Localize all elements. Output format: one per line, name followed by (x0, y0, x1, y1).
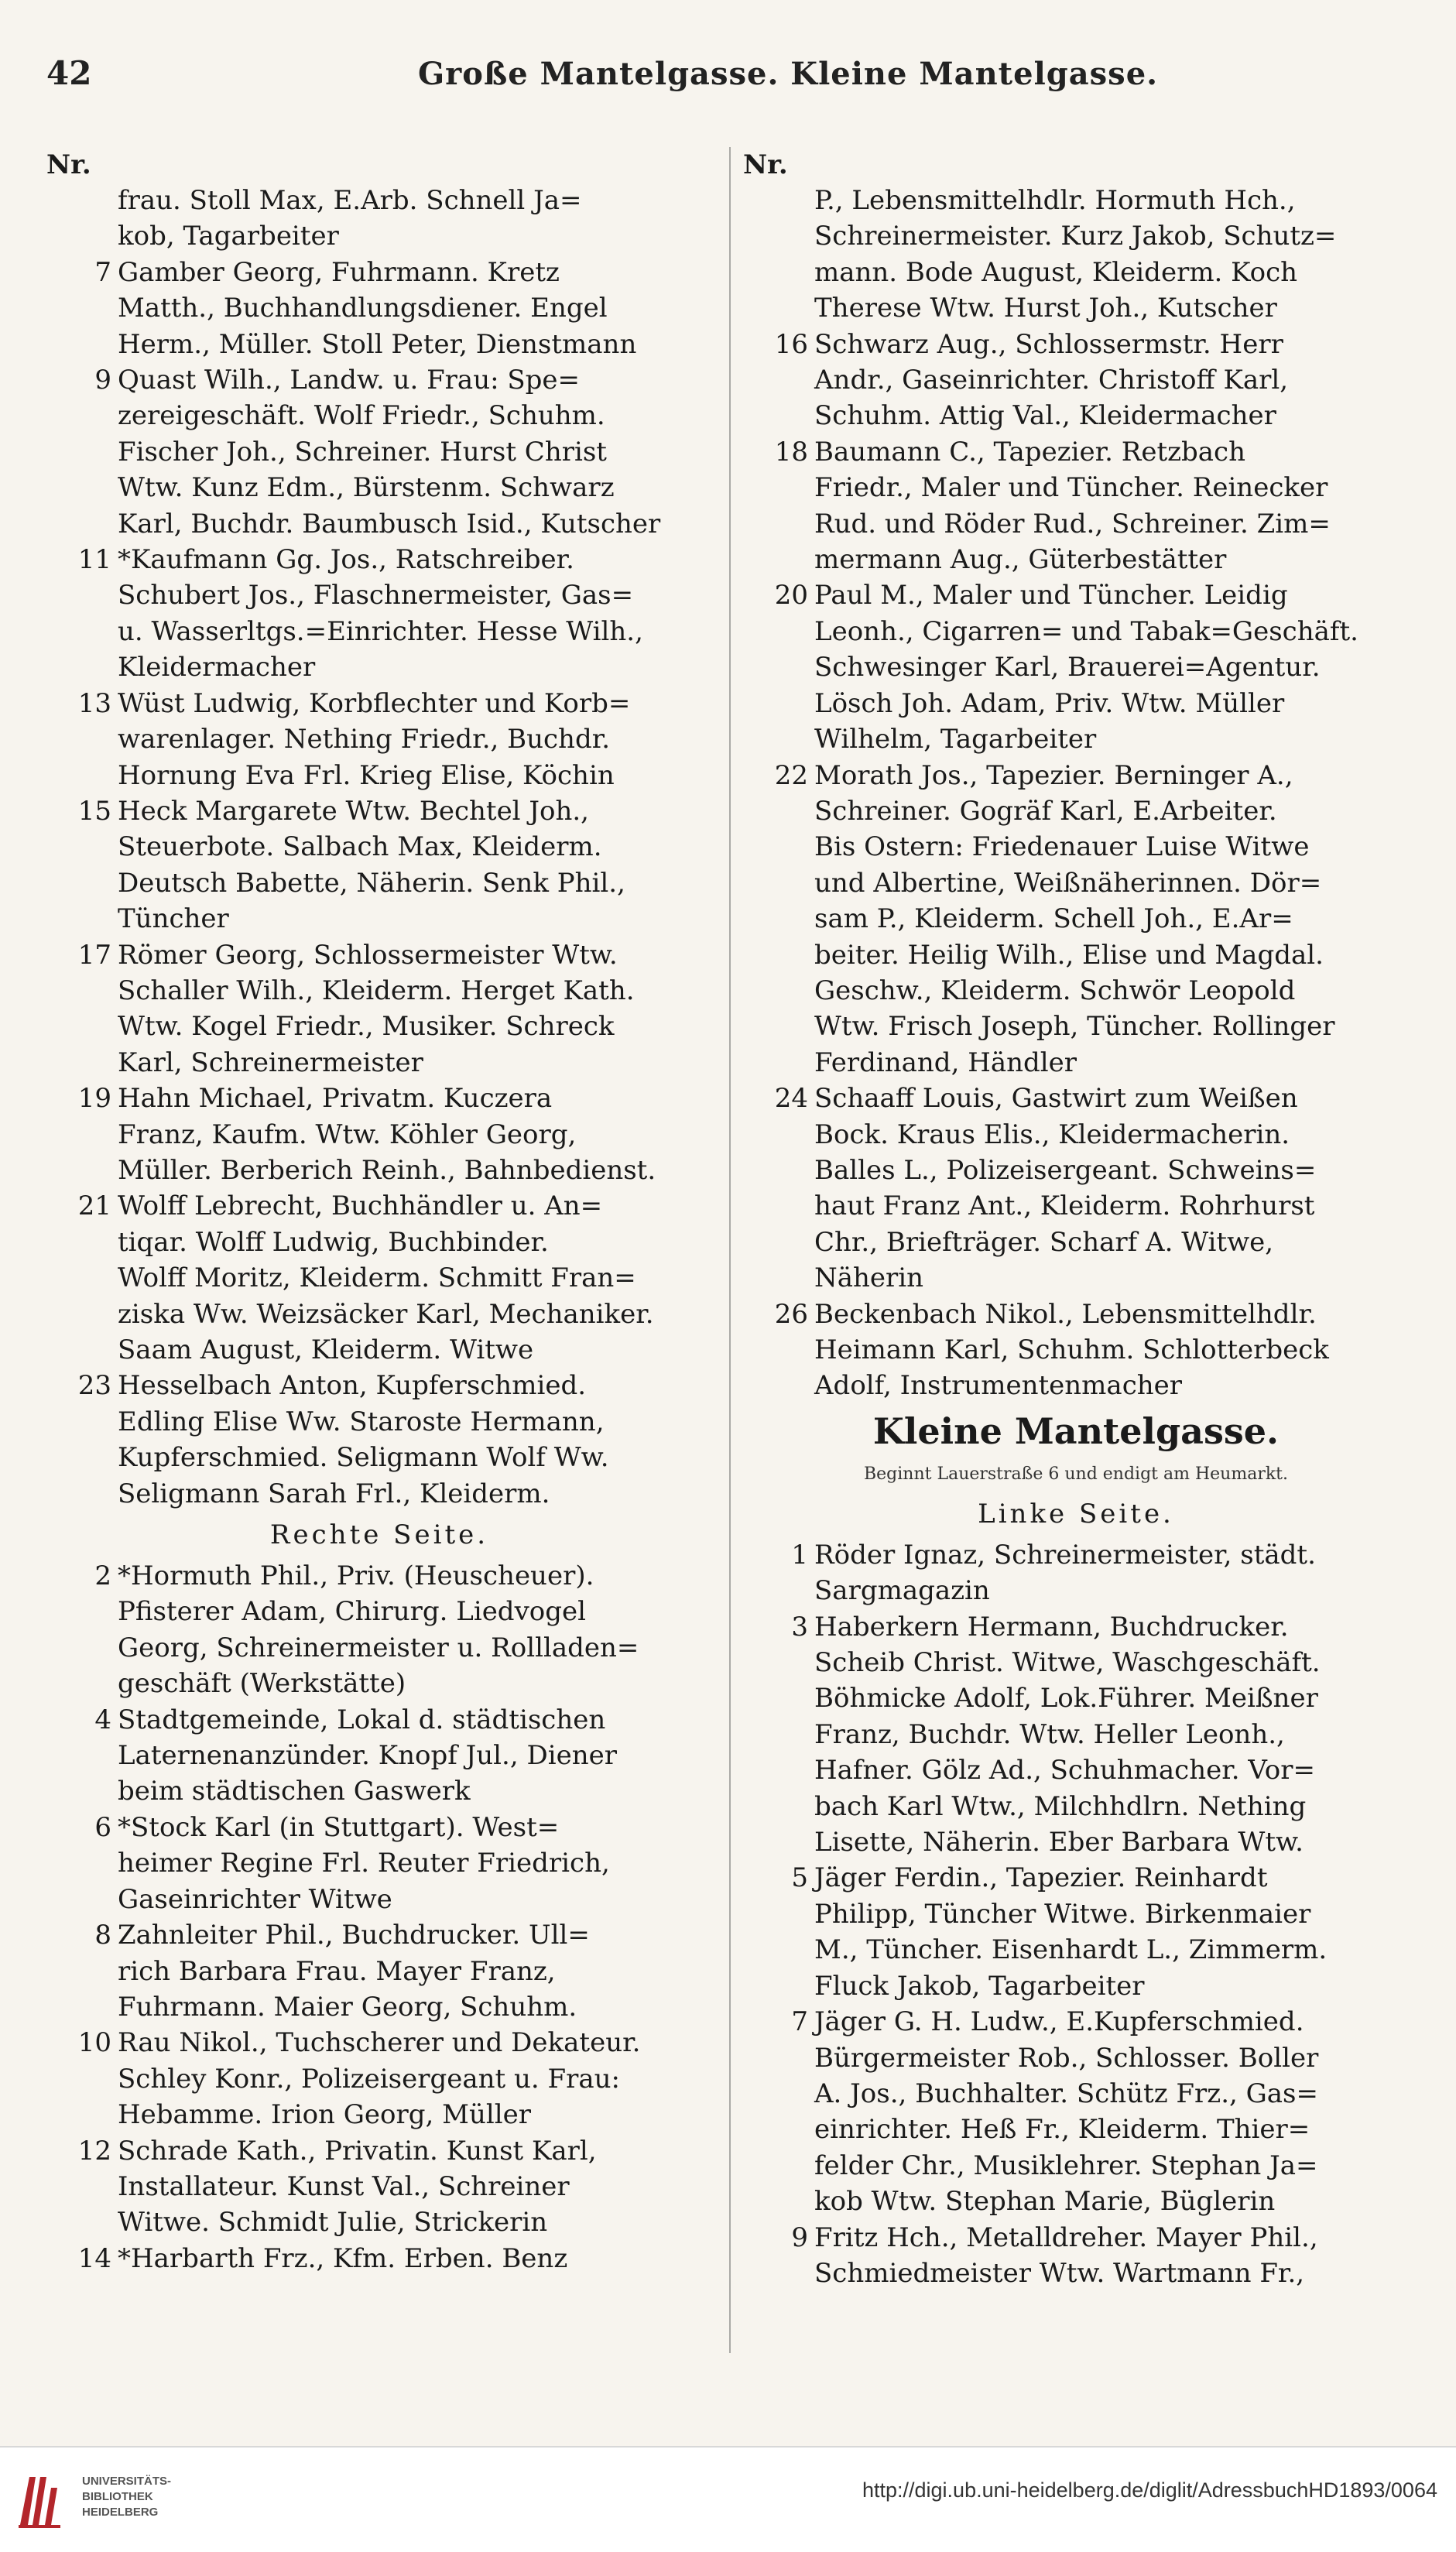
house-number: 21 (77, 1190, 111, 1222)
entry-line: Schley Konr., Polizeisergeant u. Frau: (118, 2063, 620, 2095)
house-number: 12 (77, 2135, 111, 2167)
house-number: 5 (791, 1862, 808, 1894)
entries-group (743, 183, 1409, 1404)
entry-line: u. Wasserltgs.=Einrichter. Hesse Wilh., (118, 615, 643, 647)
side-heading: Linke Seite. (978, 1498, 1174, 1529)
directory-entry (46, 2133, 712, 2241)
entry-line: Balles L., Polizeisergeant. Schweins= (814, 1154, 1317, 1186)
directory-entry (46, 686, 712, 793)
entry-line: Schaaff Louis, Gastwirt zum Weißen (814, 1083, 1298, 1115)
entry-line: Quast Wilh., Landw. u. Frau: Spe= (118, 365, 581, 396)
house-number: 19 (77, 1083, 111, 1115)
entries-group (46, 183, 712, 1512)
directory-entry (46, 1188, 712, 1368)
entry-line: Heck Margarete Wtw. Bechtel Joh., (118, 795, 589, 827)
entry-line: Tüncher (118, 903, 229, 935)
entry-line: Wolff Lebrecht, Buchhändler u. An= (118, 1190, 603, 1222)
house-number: 2 (94, 1560, 111, 1592)
entry-line: Fischer Joh., Schreiner. Hurst Christ (118, 436, 607, 468)
page-number: 42 (46, 54, 92, 92)
directory-entry (46, 542, 712, 686)
entry-line: beim städtischen Gaswerk (118, 1776, 471, 1807)
column-divider (729, 147, 731, 2353)
entry-line: Schaller Wilh., Kleiderm. Herget Kath. (118, 975, 635, 1006)
source-url[interactable]: http://digi.ub.uni-heidelberg.de/diglit/AdressbuchHD1893/0064 (862, 2478, 1437, 2502)
entry-line: Geschw., Kleiderm. Schwör Leopold (814, 975, 1296, 1006)
entry-line: Gamber Georg, Fuhrmann. Kretz (118, 256, 560, 288)
house-number: 10 (77, 2027, 111, 2059)
directory-entry (46, 2025, 712, 2132)
running-title: Große Mantelgasse. Kleine Mantelgasse. (418, 56, 1159, 92)
entry-line: mann. Bode August, Kleiderm. Koch (814, 256, 1298, 288)
directory-entry (46, 2241, 712, 2276)
entry-line: Haberkern Hermann, Buchdrucker. (814, 1611, 1289, 1643)
right-column (743, 147, 1409, 2353)
entry-line: Karl, Buchdr. Baumbusch Isid., Kutscher (118, 508, 661, 540)
house-number: 17 (77, 939, 111, 971)
house-number: 20 (774, 580, 808, 611)
library-seal-icon (15, 2471, 70, 2530)
entry-line: Lösch Joh. Adam, Priv. Wtw. Müller (814, 687, 1285, 719)
section-title: Kleine Mantelgasse. (872, 1410, 1280, 1452)
directory-entry (46, 937, 712, 1081)
entry-line: Jäger Ferdin., Tapezier. Reinhardt (814, 1862, 1268, 1894)
house-number: 9 (791, 2221, 808, 2253)
directory-entry (743, 1860, 1409, 2004)
entry-line: Wüst Ludwig, Korbflechter und Korb= (118, 687, 631, 719)
entry-line: Wilhelm, Tagarbeiter (814, 724, 1097, 755)
directory-entry (743, 577, 1409, 757)
entry-line: Römer Georg, Schlossermeister Wtw. (118, 939, 618, 971)
entry-line: bach Karl Wtw., Milchhdlrn. Nething (814, 1790, 1307, 1822)
entry-line: Karl, Schreinermeister (118, 1046, 423, 1078)
entry-line: Schubert Jos., Flaschnermeister, Gas= (118, 580, 634, 611)
house-number: 13 (77, 687, 111, 719)
entry-line: Bis Ostern: Friedenauer Luise Witwe (814, 831, 1310, 863)
entry-line: Gaseinrichter Witwe (118, 1883, 392, 1915)
entry-line: mermann Aug., Güterbestätter (814, 544, 1227, 576)
entry-line: Schwarz Aug., Schlossermstr. Herr (814, 328, 1283, 360)
entry-line: einrichter. Heß Fr., Kleiderm. Thier= (814, 2114, 1310, 2146)
entry-line: Kupferschmied. Seligmann Wolf Ww. (118, 1442, 609, 1474)
entry-line: Witwe. Schmidt Julie, Strickerin (118, 2207, 548, 2239)
entry-line: Franz, Kaufm. Wtw. Köhler Georg, (118, 1118, 577, 1150)
library-name (82, 2474, 171, 2520)
page-header (46, 46, 1393, 116)
left-column (46, 147, 712, 2353)
house-number: 26 (774, 1298, 808, 1330)
entry-line: Hebamme. Irion Georg, Müller (118, 2099, 531, 2131)
entry-line: Schwesinger Karl, Brauerei=Agentur. (814, 652, 1321, 683)
entry-line: Rau Nikol., Tuchscherer und Dekateur. (118, 2027, 641, 2059)
directory-entry (46, 1368, 712, 1512)
column-label: Nr. (743, 149, 788, 180)
house-number: 16 (774, 328, 808, 360)
entry-line: Hesselbach Anton, Kupferschmied. (118, 1370, 587, 1402)
entry-line: Therese Wtw. Hurst Joh., Kutscher (814, 293, 1277, 324)
entry-line: Bürgermeister Rob., Schlosser. Boller (814, 2042, 1319, 2074)
entry-line: Edling Elise Ww. Staroste Hermann, (118, 1406, 605, 1437)
entry-line: Wtw. Frisch Joseph, Tüncher. Rollinger (814, 1011, 1335, 1043)
entry-line: Georg, Schreinermeister u. Rollladen= (118, 1632, 639, 1663)
directory-entry (46, 255, 712, 362)
entry-line: Zahnleiter Phil., Buchdrucker. Ull= (118, 1920, 590, 1951)
entry-line: *Stock Karl (in Stuttgart). West= (118, 1811, 560, 1843)
entry-line: Deutsch Babette, Näherin. Senk Phil., (118, 867, 625, 899)
entry-line: Heimann Karl, Schuhm. Schlotterbeck (814, 1334, 1329, 1365)
entry-line: Friedr., Maler und Tüncher. Reinecker (814, 472, 1328, 504)
entry-line: Leonh., Cigarren= und Tabak=Geschäft. (814, 615, 1358, 647)
directory-entry (46, 1702, 712, 1810)
entry-line: Wtw. Kogel Friedr., Musiker. Schreck (118, 1011, 615, 1043)
directory-entry (46, 1917, 712, 2025)
directory-entry (743, 183, 1409, 327)
entry-line: und Albertine, Weißnäherinnen. Dör= (814, 867, 1322, 899)
side-heading: Rechte Seite. (269, 1519, 489, 1551)
entry-line: Böhmicke Adolf, Lok.Führer. Meißner (814, 1683, 1318, 1714)
directory-entry (743, 2004, 1409, 2219)
entry-line: Adolf, Instrumentenmacher (814, 1370, 1183, 1402)
library-logo[interactable] (15, 2471, 217, 2533)
entry-line: Ferdinand, Händler (814, 1046, 1077, 1078)
house-number: 14 (77, 2242, 111, 2274)
house-number: 4 (94, 1704, 111, 1735)
entry-line: frau. Stoll Max, E.Arb. Schnell Ja= (118, 185, 582, 216)
entry-line: Steuerbote. Salbach Max, Kleiderm. (118, 831, 602, 863)
entry-line: M., Tüncher. Eisenhardt L., Zimmerm. (814, 1934, 1328, 1966)
entry-line: Hahn Michael, Privatm. Kuczera (118, 1083, 553, 1115)
entry-line: kob, Tagarbeiter (118, 221, 339, 252)
house-number: 15 (77, 795, 111, 827)
entry-line: Scheib Christ. Witwe, Waschgeschäft. (814, 1647, 1321, 1679)
directory-entry (743, 434, 1409, 578)
entry-line: Schuhm. Attig Val., Kleidermacher (814, 400, 1276, 432)
section-note: Beginnt Lauerstraße 6 und endigt am Heumarkt. (863, 1464, 1288, 1484)
entry-line: geschäft (Werkstätte) (118, 1668, 406, 1700)
library-name-line: UNIVERSITÄTS- (82, 2475, 172, 2488)
entry-line: Beckenbach Nikol., Lebensmittelhdlr. (814, 1298, 1317, 1330)
library-name-line: HEIDELBERG (82, 2506, 159, 2519)
house-number: 1 (791, 1539, 808, 1571)
directory-entry (46, 1558, 712, 1702)
directory-entry (46, 1081, 712, 1188)
entry-line: Schreiner. Gogräf Karl, E.Arbeiter. (814, 795, 1277, 827)
entry-line: P., Lebensmittelhdlr. Hormuth Hch., (814, 185, 1296, 216)
house-number: 22 (774, 759, 808, 791)
entry-line: Pfisterer Adam, Chirurg. Liedvogel (118, 1596, 587, 1628)
entry-line: Röder Ignaz, Schreinermeister, städt. (814, 1539, 1316, 1571)
entry-line: Herm., Müller. Stoll Peter, Dienstmann (118, 328, 637, 360)
entry-line: Lisette, Näherin. Eber Barbara Wtw. (814, 1827, 1304, 1858)
entry-line: Franz, Buchdr. Wtw. Heller Leonh., (814, 1718, 1285, 1750)
entry-line: rich Barbara Frau. Mayer Franz, (118, 1955, 556, 1987)
entry-line: Philipp, Tüncher Witwe. Birkenmaier (814, 1898, 1311, 1930)
entry-line: Schrade Kath., Privatin. Kunst Karl, (118, 2135, 597, 2167)
house-number: 7 (791, 2006, 808, 2038)
directory-entry (46, 793, 712, 937)
directory-entry (46, 183, 712, 255)
entry-line: *Hormuth Phil., Priv. (Heuscheuer). (118, 1560, 594, 1592)
entry-line: Näherin (814, 1262, 924, 1294)
entry-line: haut Franz Ant., Kleiderm. Rohrhurst (814, 1190, 1315, 1222)
entry-line: Wolff Moritz, Kleiderm. Schmitt Fran= (118, 1262, 636, 1294)
column-label: Nr. (46, 149, 91, 180)
directory-entry (46, 1810, 712, 1917)
entry-line: felder Chr., Musiklehrer. Stephan Ja= (814, 2150, 1318, 2181)
house-number: 6 (94, 1811, 111, 1843)
house-number: 24 (774, 1083, 808, 1115)
entry-line: Baumann C., Tapezier. Retzbach (814, 436, 1245, 468)
house-number: 11 (77, 544, 111, 576)
entry-line: Andr., Gaseinrichter. Christoff Karl, (814, 365, 1289, 396)
entry-line: ziska Ww. Weizsäcker Karl, Mechaniker. (118, 1298, 654, 1330)
entry-line: Rud. und Röder Rud., Schreiner. Zim= (814, 508, 1331, 540)
entry-line: Fritz Hch., Metalldreher. Mayer Phil., (814, 2221, 1318, 2253)
entry-line: Paul M., Maler und Tüncher. Leidig (814, 580, 1288, 611)
entry-line: Morath Jos., Tapezier. Berninger A., (814, 759, 1293, 791)
entry-line: *Kaufmann Gg. Jos., Ratschreiber. (118, 544, 574, 576)
directory-entry (743, 327, 1409, 434)
entry-line: Jäger G. H. Ludw., E.Kupferschmied. (814, 2006, 1304, 2038)
entry-line: beiter. Heilig Wilh., Elise und Magdal. (814, 939, 1324, 971)
entry-line: A. Jos., Buchhalter. Schütz Frz., Gas= (814, 2078, 1318, 2109)
directory-entry (743, 1537, 1409, 1609)
entry-line: Matth., Buchhandlungsdiener. Engel (118, 293, 608, 324)
entry-line: Stadtgemeinde, Lokal d. städtischen (118, 1704, 606, 1735)
entry-line: Fluck Jakob, Tagarbeiter (814, 1970, 1145, 2002)
entry-line: kob Wtw. Stephan Marie, Büglerin (814, 2186, 1276, 2218)
viewer-footer (0, 2446, 1456, 2552)
entries-group (46, 1558, 712, 2276)
entry-line: Seligmann Sarah Frl., Kleiderm. (118, 1478, 550, 1509)
library-name-line: BIBLIOTHEK (82, 2490, 153, 2503)
entry-line: Wtw. Kunz Edm., Bürstenm. Schwarz (118, 472, 615, 504)
directory-entry (743, 1609, 1409, 1861)
entry-line: heimer Regine Frl. Reuter Friedrich, (118, 1848, 610, 1879)
directory-entry (743, 1081, 1409, 1296)
entry-line: Laternenanzünder. Knopf Jul., Diener (118, 1740, 617, 1772)
entry-line: Hornung Eva Frl. Krieg Elise, Köchin (118, 759, 615, 791)
house-number: 23 (77, 1370, 111, 1402)
entry-line: Schmiedmeister Wtw. Wartmann Fr., (814, 2257, 1305, 2289)
house-number: 3 (791, 1611, 808, 1643)
entry-line: sam P., Kleiderm. Schell Joh., E.Ar= (814, 903, 1293, 935)
house-number: 8 (94, 1920, 111, 1951)
directory-entry (743, 758, 1409, 1081)
directory-entry (46, 362, 712, 542)
entry-line: Sargmagazin (814, 1575, 990, 1607)
entry-line: Fuhrmann. Maier Georg, Schuhm. (118, 1991, 577, 2023)
entry-line: Chr., Briefträger. Scharf A. Witwe, (814, 1226, 1274, 1258)
entry-line: Saam August, Kleiderm. Witwe (118, 1334, 534, 1365)
entry-line: Bock. Kraus Elis., Kleidermacherin. (814, 1118, 1290, 1150)
entry-line: warenlager. Nething Friedr., Buchdr. (118, 724, 611, 755)
directory-entry (743, 2220, 1409, 2292)
entry-line: tiqar. Wolff Ludwig, Buchbinder. (118, 1226, 549, 1258)
entries-group (743, 1537, 1409, 2292)
directory-entry (743, 1297, 1409, 1404)
house-number: 9 (94, 365, 111, 396)
entry-line: Müller. Berberich Reinh., Bahnbedienst. (118, 1154, 656, 1186)
entry-line: Hafner. Gölz Ad., Schuhmacher. Vor= (814, 1755, 1315, 1786)
entry-line: Schreinermeister. Kurz Jakob, Schutz= (814, 221, 1337, 252)
entry-line: *Harbarth Frz., Kfm. Erben. Benz (118, 2242, 568, 2274)
entry-line: Kleidermacher (118, 652, 316, 683)
entry-line: Installateur. Kunst Val., Schreiner (118, 2170, 570, 2202)
entry-line: zereigeschäft. Wolf Friedr., Schuhm. (118, 400, 605, 432)
text-columns (46, 147, 1409, 2353)
house-number: 18 (774, 436, 808, 468)
house-number: 7 (94, 256, 111, 288)
